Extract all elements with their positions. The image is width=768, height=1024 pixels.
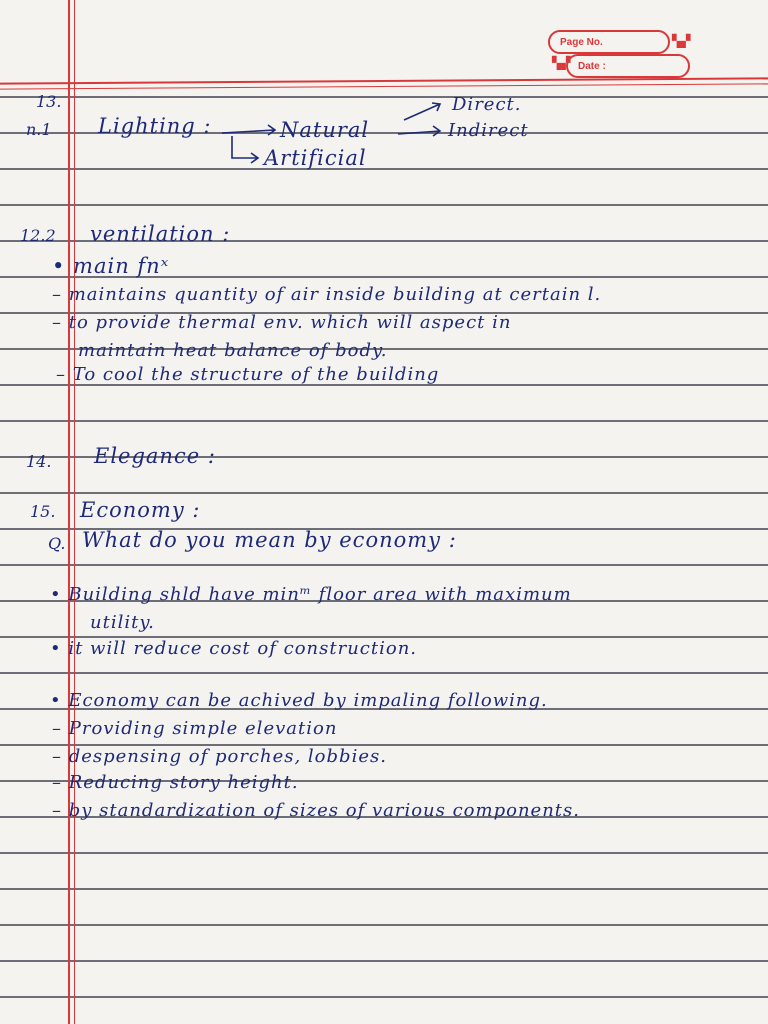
economy-point: • Building shld have minᵐ floor area with maximum — [50, 584, 572, 605]
economy-point: • it will reduce cost of construction. — [50, 638, 418, 659]
elegance-heading: Elegance : — [94, 444, 216, 468]
ventilation-line: – to provide thermal env. which will aspect in — [52, 312, 512, 333]
question-marker: Q. — [48, 534, 66, 553]
notebook-logo-icon: ▚▞ — [672, 34, 691, 48]
economy-point: • Economy can be achived by impaling following. — [50, 690, 548, 711]
economy-point: – Providing simple elevation — [52, 718, 338, 739]
page-no-label: Page No. — [560, 36, 603, 48]
lighting-arrows — [0, 0, 768, 200]
economy-point: – despensing of porches, lobbies. — [52, 746, 387, 767]
lighting-natural: Natural — [280, 118, 370, 142]
ventilation-heading: ventilation : — [90, 222, 231, 246]
section-13-subnumber: n.1 — [26, 120, 52, 139]
section-13-number: 13. — [36, 92, 62, 111]
economy-question: What do you mean by economy : — [82, 528, 457, 552]
section-14-number: 14. — [26, 452, 52, 471]
ventilation-line: maintain heat balance of body. — [78, 340, 388, 361]
lighting-heading: Lighting : — [98, 114, 212, 138]
section-12-number: 12.2 — [20, 226, 56, 245]
lighting-artificial: Artificial — [264, 146, 367, 170]
lighting-indirect: Indirect — [448, 120, 529, 141]
economy-point: – Reducing story height. — [52, 772, 299, 793]
date-label: Date : — [578, 60, 606, 72]
economy-heading: Economy : — [80, 498, 201, 522]
ventilation-line: • main fnˣ — [52, 254, 170, 278]
economy-point: utility. — [90, 612, 155, 633]
lighting-direct: Direct. — [452, 94, 522, 115]
section-15-number: 15. — [30, 502, 56, 521]
ventilation-line: – maintains quantity of air inside building at certain l. — [52, 284, 602, 305]
ventilation-line: – To cool the structure of the building — [56, 364, 440, 385]
notebook-logo-icon-small: ▚▞ — [552, 56, 571, 70]
economy-point: – by standardization of sizes of various components. — [52, 800, 580, 821]
